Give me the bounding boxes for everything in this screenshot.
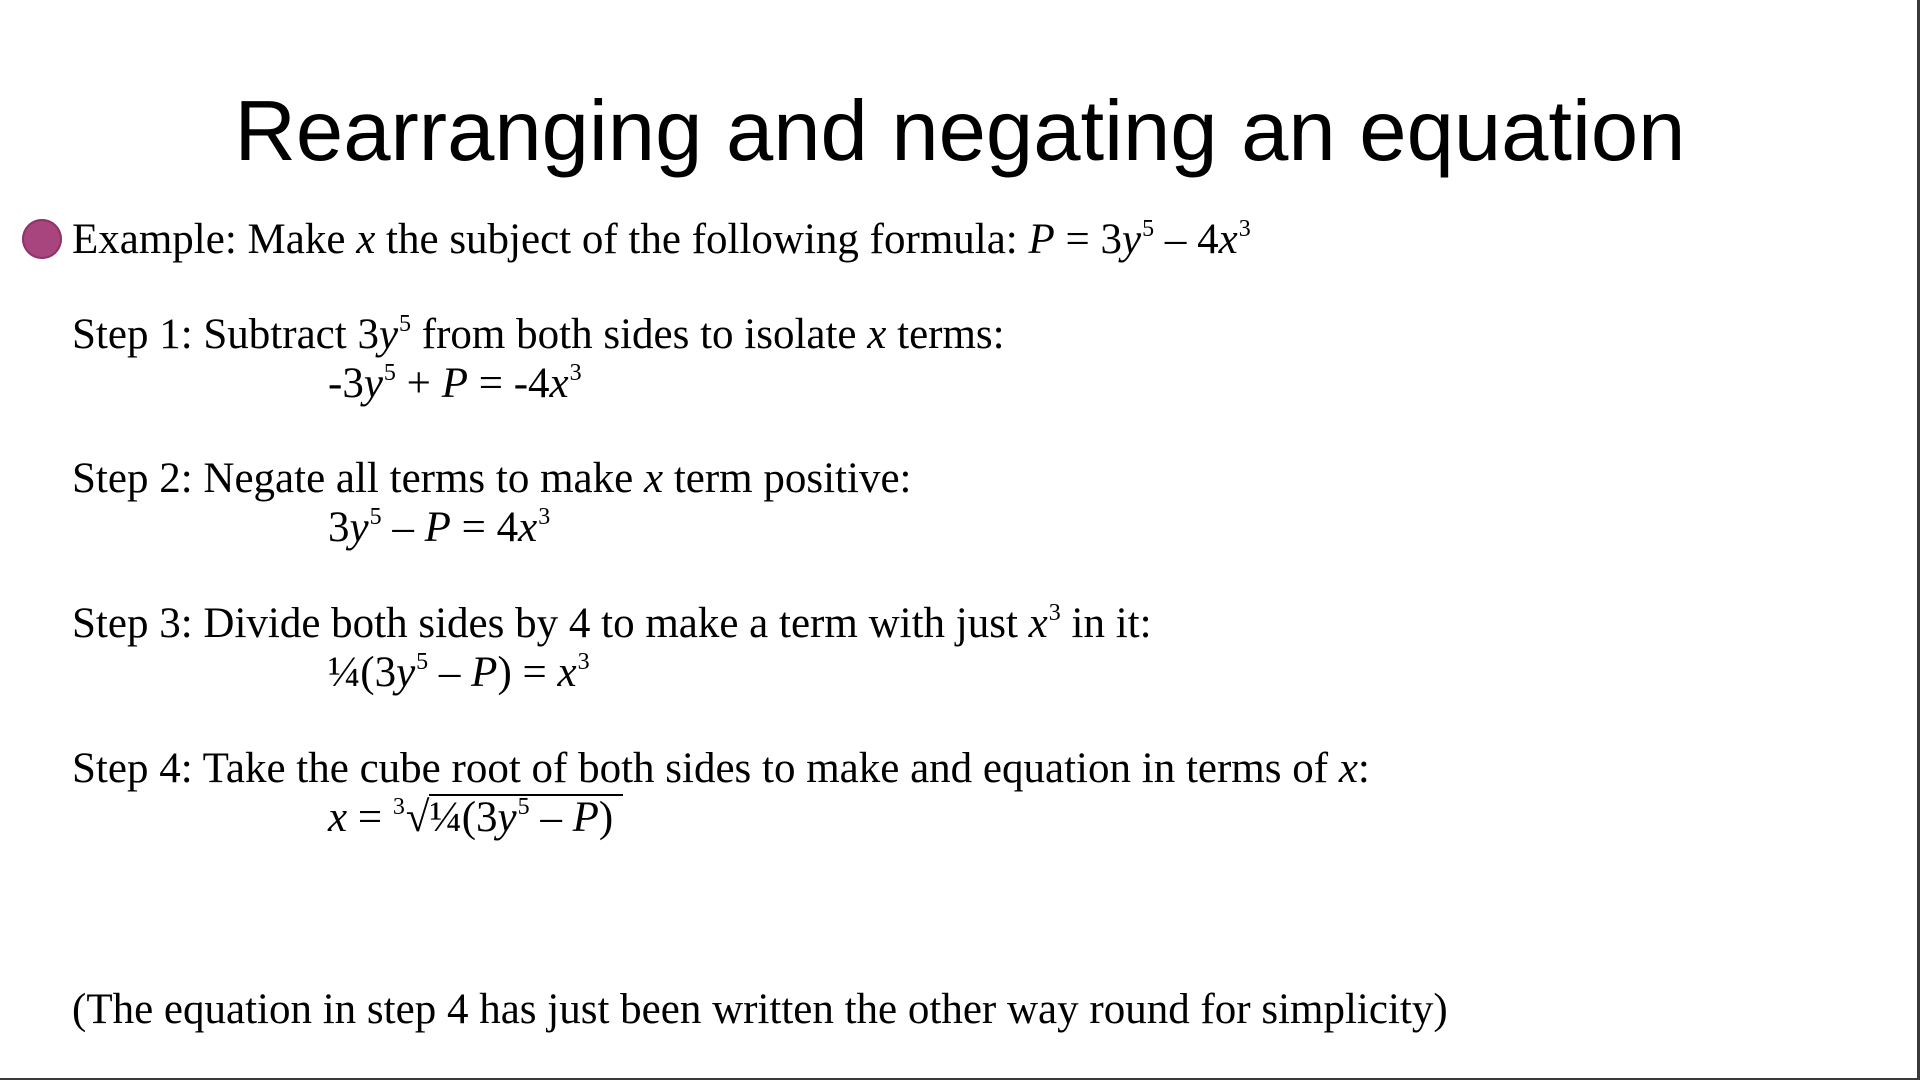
step4-eq-d: )	[598, 794, 614, 841]
step1-equation	[328, 358, 582, 416]
step1-var-x: x	[867, 311, 887, 358]
example-minus: – 4	[1154, 216, 1219, 263]
step3-text-a: Step 3: Divide both sides by 4 to make a term with just	[72, 600, 1029, 647]
step4-text	[72, 743, 1370, 795]
step1-text-a: Step 1: Subtract 3	[72, 311, 379, 358]
step4-var-x: x	[1338, 745, 1358, 792]
step4-eq-a: =	[347, 794, 393, 841]
step3-eq-x: x	[557, 649, 577, 696]
step1-text-b: from both sides to isolate	[411, 311, 868, 358]
radicand	[429, 794, 623, 846]
step1-text-c: terms:	[886, 311, 1005, 358]
example-line	[72, 214, 1251, 272]
step2-eq-exp3: 3	[538, 504, 551, 530]
step3-equation	[328, 647, 590, 705]
step1-eq-b: +	[395, 360, 442, 407]
step1-eq-x: x	[549, 360, 569, 407]
step4-eq-P: P	[572, 794, 599, 841]
step2-eq-a: 3	[328, 504, 350, 551]
step4-eq-exp5: 5	[517, 794, 530, 820]
step2-eq-exp5: 5	[369, 504, 382, 530]
example-eq: = 3	[1054, 216, 1123, 263]
step1-eq-exp5: 5	[383, 360, 396, 386]
slide-title: Rearranging and negating an equation	[234, 84, 1686, 179]
step4-text-a: Step 4: Take the cube root of both sides to make and equation in terms of	[72, 745, 1339, 792]
step4-eq-y: y	[497, 794, 517, 841]
step1-eq-P: P	[441, 360, 468, 407]
step4-eq-c: –	[529, 794, 573, 841]
step2-var-x: x	[643, 455, 664, 502]
bullet-dot	[22, 219, 62, 259]
step3-exp3: 3	[1048, 600, 1061, 626]
step2-eq-y: y	[349, 504, 369, 551]
step2-text-b: term positive:	[663, 455, 912, 502]
cube-root-index: 3	[392, 794, 405, 820]
example-var-P: P	[1028, 216, 1055, 263]
step2-eq-b: –	[381, 504, 425, 551]
step2-eq-c: = 4	[450, 504, 519, 551]
step2-text	[72, 453, 911, 505]
step3-eq-a: ¼(3	[328, 649, 397, 696]
step3-eq-b: –	[428, 649, 472, 696]
step1-exp5: 5	[399, 311, 412, 337]
step1-eq-a: -3	[328, 360, 364, 407]
example-var-x2: x	[1218, 216, 1238, 263]
step2-eq-P: P	[424, 504, 451, 551]
step2-eq-x: x	[518, 504, 538, 551]
example-var-x: x	[356, 216, 376, 263]
step4-eq-b: ¼(3	[429, 794, 498, 841]
step2-equation	[328, 502, 550, 560]
step1-var-y: y	[378, 311, 399, 358]
step1-eq-y: y	[363, 360, 383, 407]
step3-eq-P: P	[471, 649, 498, 696]
step1-eq-exp3: 3	[569, 360, 582, 386]
step3-text	[72, 598, 1152, 656]
step3-eq-c: ) =	[497, 649, 558, 696]
step3-eq-exp3: 3	[577, 649, 590, 675]
example-mid: the subject of the following formula:	[375, 216, 1029, 263]
step3-eq-exp5: 5	[416, 649, 429, 675]
step4-eq-x: x	[328, 794, 348, 841]
footnote: (The equation in step 4 has just been written the other way round for simplicity)	[72, 986, 1448, 1033]
step4-text-b: :	[1357, 745, 1370, 792]
step2-text-a: Step 2: Negate all terms to make	[72, 455, 644, 502]
step4-equation	[328, 792, 623, 850]
radical-sign: √	[405, 794, 430, 841]
example-var-y: y	[1122, 216, 1142, 263]
step3-text-b: in it:	[1060, 600, 1152, 647]
example-prefix: Example: Make	[72, 216, 357, 263]
step1-eq-c: = -4	[467, 360, 550, 407]
step3-eq-y: y	[396, 649, 416, 696]
example-exp5: 5	[1142, 216, 1155, 242]
step3-var-x: x	[1028, 600, 1048, 647]
example-exp3: 3	[1238, 216, 1251, 242]
